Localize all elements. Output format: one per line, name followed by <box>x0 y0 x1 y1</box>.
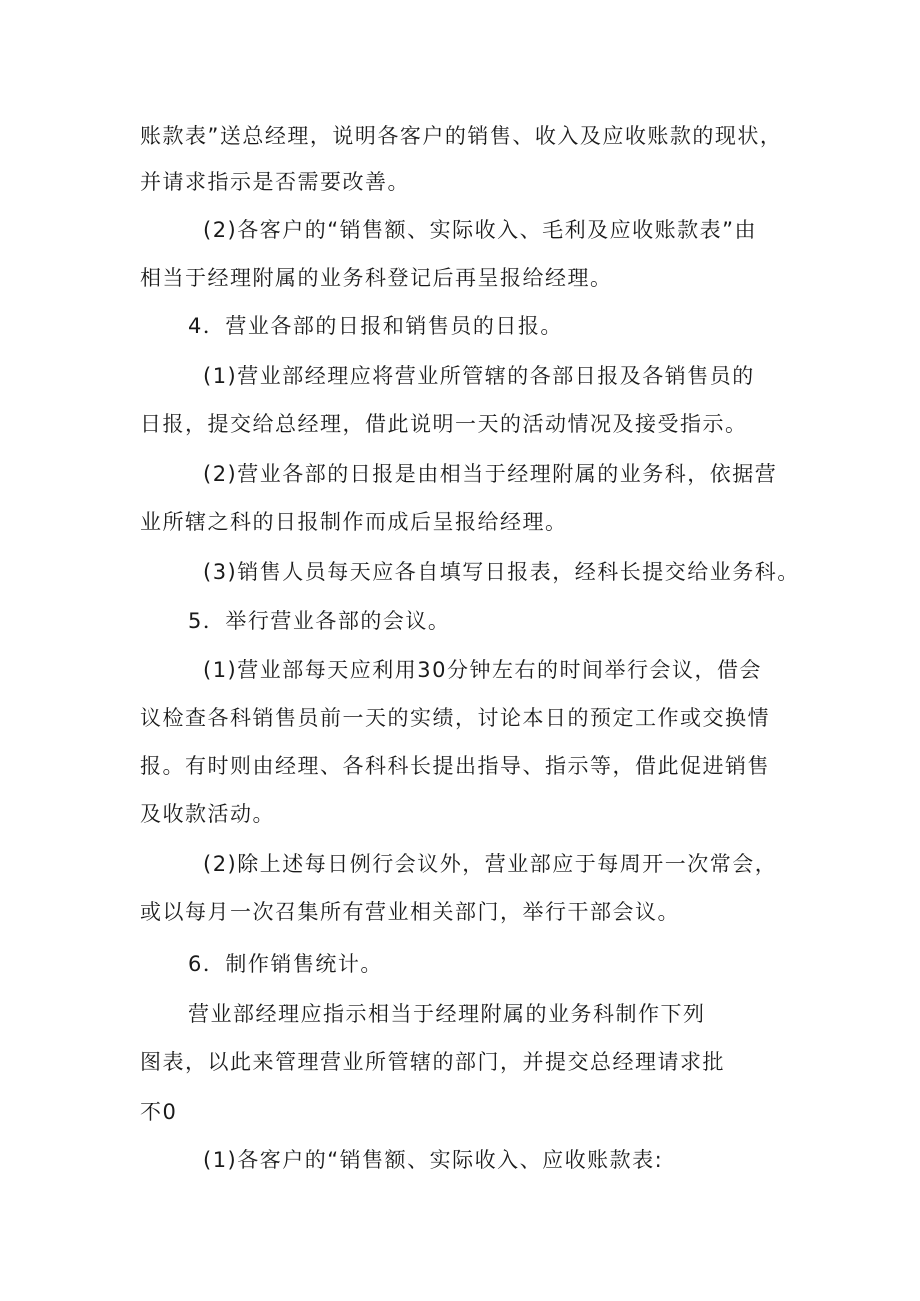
text-line: (2)各客户的“销售额、实际收入、毛利及应收账款表”由 <box>203 218 758 242</box>
text-line: (3)销售人员每天应各自填写日报表，经科长提交给业务科。 <box>203 560 800 584</box>
text-line: 并请求指示是否需要改善。 <box>140 170 410 194</box>
text-line: 账款表”送总经理，说明各客户的销售、收入及应收账款的现状， <box>140 124 783 148</box>
text-line: (1)营业部每天应利用30分钟左右的时间举行会议，借会 <box>203 658 762 682</box>
text-line: 5．举行营业各部的会议。 <box>188 609 451 633</box>
text-line: (2)营业各部的日报是由相当于经理附属的业务科，依据营 <box>203 462 778 486</box>
text-line: 4．营业各部的日报和销售员的日报。 <box>188 314 563 338</box>
text-line: 图表，以此来管理营业所管辖的部门，并提交总经理请求批 <box>140 1050 725 1074</box>
text-line: 业所辖之科的日报制作而成后呈报给经理。 <box>140 510 568 534</box>
text-line: (1)营业部经理应将营业所管辖的各部日报及各销售员的 <box>203 364 755 388</box>
text-line: 及收款活动。 <box>140 802 275 826</box>
text-line: (1)各客户的“销售额、实际收入、应收账款表: <box>203 1148 664 1172</box>
text-line: 报。有时则由经理、各科科长提出指导、指示等，借此促进销售 <box>140 754 770 778</box>
text-line: (2)除上述每日例行会议外，营业部应于每周开一次常会， <box>203 852 778 876</box>
text-line: 日报，提交给总经理，借此说明一天的活动情况及接受指示。 <box>140 412 748 436</box>
text-line: 营业部经理应指示相当于经理附属的业务科制作下列 <box>188 1002 706 1026</box>
text-line: 6．制作销售统计。 <box>188 952 383 976</box>
text-line: 相当于经理附属的业务科登记后再呈报给经理。 <box>140 266 613 290</box>
text-line: 不0 <box>140 1100 178 1124</box>
text-line: 议检查各科销售员前一天的实绩，讨论本日的预定工作或交换情 <box>140 706 770 730</box>
text-line: 或以每月一次召集所有营业相关部门，举行干部会议。 <box>140 900 680 924</box>
